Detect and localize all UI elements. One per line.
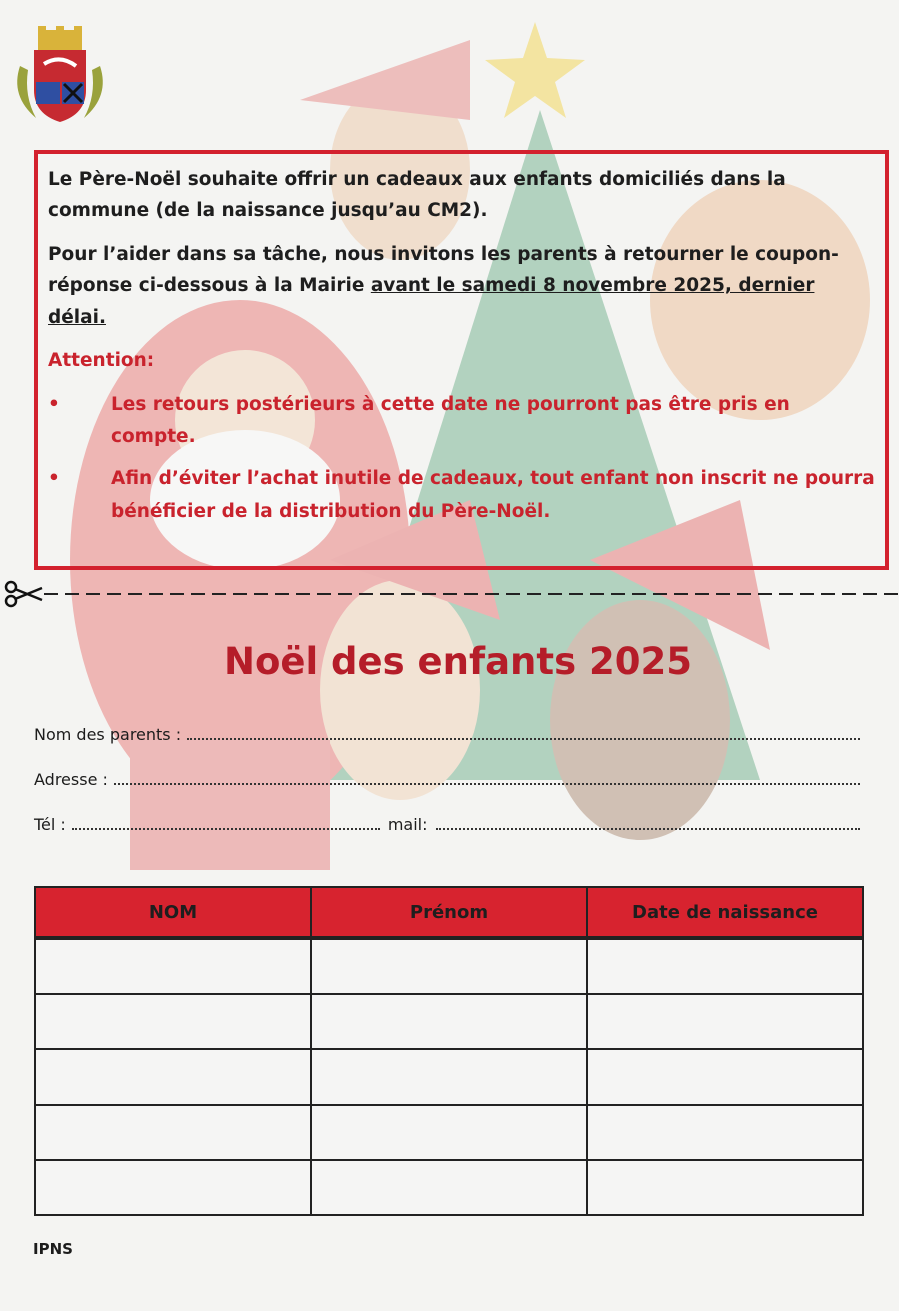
coupon-title: Noël des enfants 2025 [224, 640, 692, 683]
date-naissance-cell[interactable] [587, 938, 863, 994]
table-header-row [35, 887, 863, 938]
header-nom: NOM [35, 887, 311, 938]
nom-cell[interactable] [35, 1105, 311, 1160]
prenom-cell[interactable] [311, 938, 587, 994]
table-row [35, 1105, 863, 1160]
mail-label: mail: [387, 815, 428, 834]
attention-bullet-item [48, 463, 875, 528]
parents-name-row [34, 722, 860, 767]
phone-field[interactable] [72, 812, 380, 830]
prenom-cell[interactable] [311, 994, 587, 1049]
parents-name-label: Nom des parents : [34, 725, 182, 744]
phone-label: Tél : [34, 815, 66, 834]
mail-field[interactable] [436, 812, 861, 830]
nom-cell[interactable] [35, 994, 311, 1049]
prenom-cell[interactable] [311, 1105, 587, 1160]
elf-hat-top [300, 40, 470, 120]
tree-star-icon [485, 22, 585, 118]
table-row [35, 938, 863, 994]
address-field[interactable] [114, 767, 860, 785]
date-naissance-cell[interactable] [587, 994, 863, 1049]
children-registration-table [34, 886, 864, 1216]
nom-cell[interactable] [35, 938, 311, 994]
header-prenom: Prénom [311, 887, 587, 938]
town-crest-icon [6, 26, 114, 128]
nom-cell[interactable] [35, 1049, 311, 1104]
address-row [34, 767, 860, 812]
nom-cell[interactable] [35, 1160, 311, 1215]
footer-ipns: IPNS [33, 1240, 73, 1258]
attention-bullet-list [48, 389, 875, 529]
coupon-form-fields [34, 722, 860, 857]
cut-dashed-line [0, 580, 899, 610]
bullet-text: Afin d’éviter l’achat inutile de cadeaux, tout enfant non inscrit ne pourra bénéficier de la distribution du Père-Noël. [111, 468, 875, 522]
table-row [35, 1049, 863, 1104]
header-date-naissance: Date de naissance [587, 887, 863, 938]
date-naissance-cell[interactable] [587, 1105, 863, 1160]
bullet-icon: • [48, 393, 60, 415]
date-naissance-cell[interactable] [587, 1160, 863, 1215]
prenom-cell[interactable] [311, 1160, 587, 1215]
address-label: Adresse : [34, 770, 108, 789]
date-naissance-cell[interactable] [587, 1049, 863, 1104]
phone-mail-row [34, 812, 860, 857]
notice-deadline-text: avant le samedi 8 novembre 2025, dernier délai. [48, 275, 815, 328]
notice-intro-paragraph: Le Père-Noël souhaite offrir un cadeaux aux enfants domiciliés dans la commune (de la naissance jusqu’au CM2). [48, 169, 786, 222]
parents-name-field[interactable] [187, 722, 860, 740]
notice-instruction-paragraph [48, 239, 875, 333]
table-body [35, 938, 863, 1215]
table-row [35, 994, 863, 1049]
attention-bullet-item [48, 389, 875, 454]
attention-label: Attention: [48, 350, 155, 372]
scissors-icon [4, 580, 44, 608]
prenom-cell[interactable] [311, 1049, 587, 1104]
bullet-text: Les retours postérieurs à cette date ne pourront pas être pris en compte. [111, 393, 790, 447]
bullet-icon: • [48, 468, 60, 490]
notice-instruction-text: Pour l’aider dans sa tâche, nous invitons les parents à retourner le coupon-réponse ci-dessous à la Mairie [48, 243, 839, 297]
table-row [35, 1160, 863, 1215]
information-notice-box [34, 150, 889, 570]
